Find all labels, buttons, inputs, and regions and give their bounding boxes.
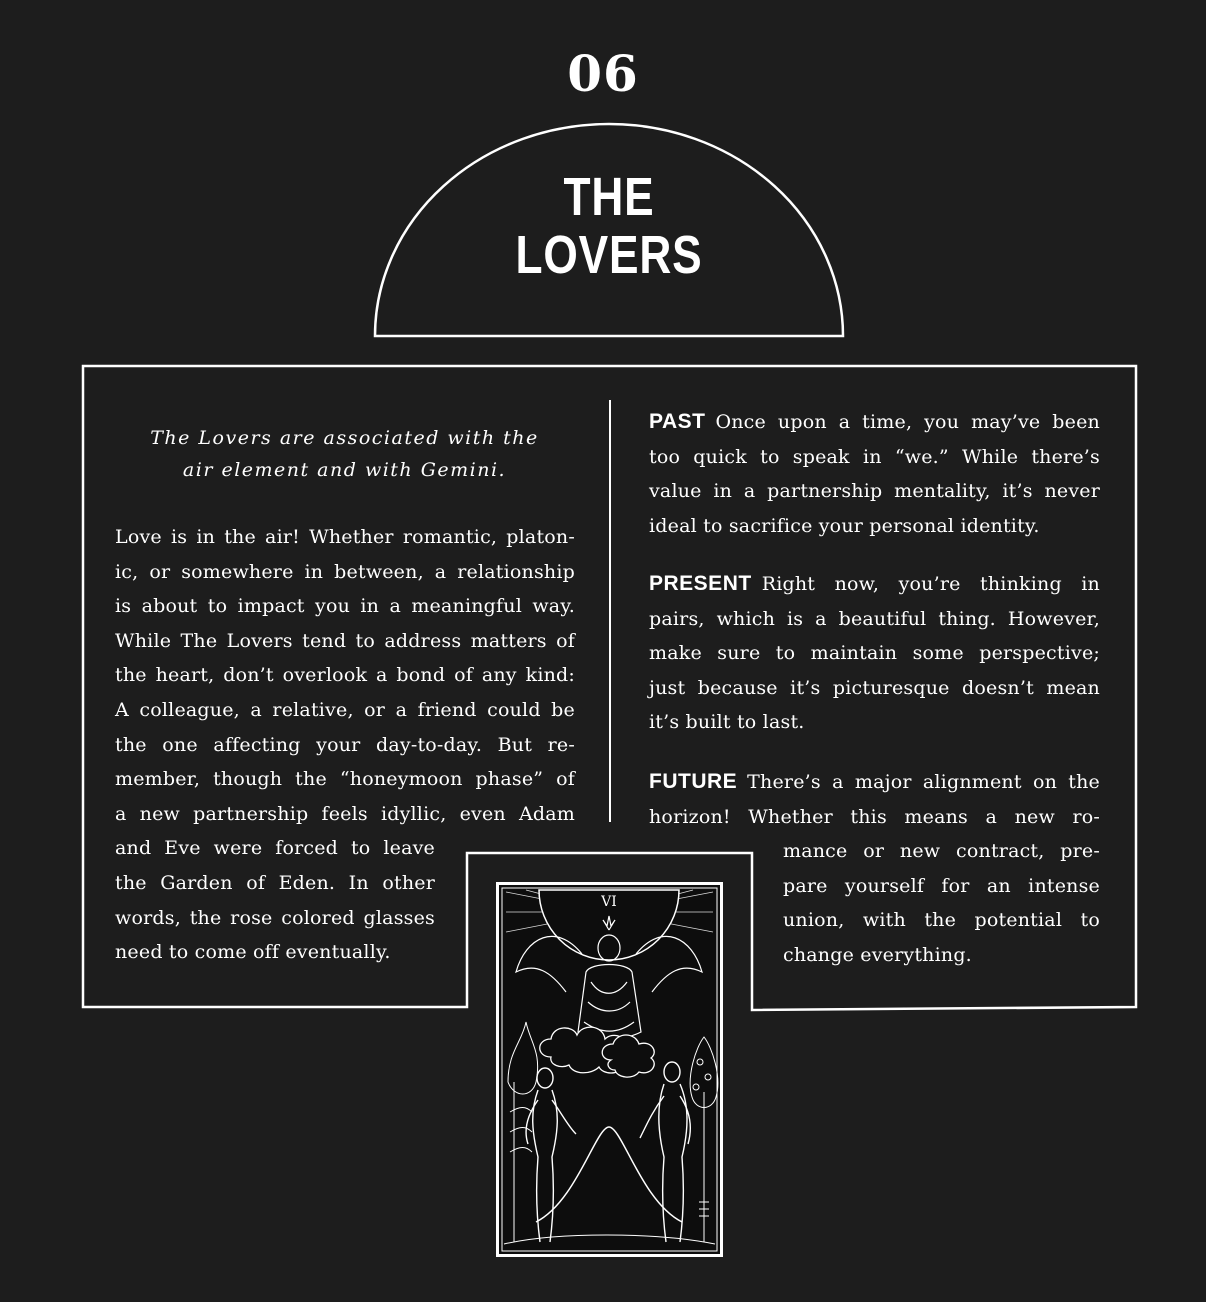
future-line: mance or new contract, pre- bbox=[783, 840, 1100, 863]
present-line: just because it’s picturesque doesn’t mean bbox=[649, 676, 1100, 699]
description-line: While The Lovers tend to address matters of bbox=[115, 629, 575, 652]
association-note bbox=[112, 422, 577, 486]
future-line: There’s a major alignment on the bbox=[747, 771, 1100, 793]
present-label: PRESENT bbox=[649, 572, 752, 595]
card-roman-numeral: VI bbox=[601, 894, 617, 910]
description-line: and Eve were forced to leave bbox=[115, 837, 435, 860]
future-line: horizon! Whether this means a new ro- bbox=[649, 805, 1100, 828]
past-line: Once upon a time, you may’ve been bbox=[715, 411, 1100, 433]
association-line-2: air element and with Gemini. bbox=[182, 459, 507, 481]
past-line: value in a partnership mentality, it’s never bbox=[649, 480, 1100, 503]
description-line: ic, or somewhere in between, a relationship bbox=[115, 560, 575, 583]
description-line: the heart, don’t overlook a bond of any kind: bbox=[115, 664, 575, 687]
lovers-tarot-card-illustration bbox=[496, 882, 723, 1257]
association-line-1: The Lovers are associated with the bbox=[150, 427, 539, 449]
card-number: 06 bbox=[567, 44, 639, 103]
description-line: the one affecting your day-to-day. But re- bbox=[115, 733, 575, 756]
card-title-line-2: LOVERS bbox=[515, 225, 703, 285]
past-label: PAST bbox=[649, 410, 706, 433]
present-line: it’s built to last. bbox=[649, 711, 805, 734]
past-line: ideal to sacrifice your personal identity. bbox=[649, 514, 1040, 537]
description-line: need to come off eventually. bbox=[115, 941, 391, 964]
description-line: a new partnership feels idyllic, even Adam bbox=[115, 802, 575, 825]
present-line: pairs, which is a beautiful thing. However, bbox=[649, 607, 1100, 630]
description-line: Love is in the air! Whether romantic, platon- bbox=[115, 526, 575, 548]
future-line: pare yourself for an intense bbox=[783, 874, 1100, 897]
past-line: too quick to speak in “we.” While there’s bbox=[649, 445, 1100, 468]
present-line: Right now, you’re thinking in bbox=[761, 573, 1100, 595]
present-section bbox=[649, 567, 1100, 740]
future-label: FUTURE bbox=[649, 770, 738, 793]
past-section bbox=[649, 405, 1100, 543]
present-line: make sure to maintain some perspective; bbox=[649, 642, 1100, 665]
card-title bbox=[417, 168, 801, 284]
description-line: A colleague, a relative, or a friend could be bbox=[115, 698, 575, 721]
future-line: union, with the potential to bbox=[783, 909, 1100, 932]
description-line: is about to impact you in a meaningful way. bbox=[115, 595, 575, 618]
description-line: words, the rose colored glasses bbox=[115, 906, 435, 929]
description-line: the Garden of Eden. In other bbox=[115, 871, 435, 894]
description-line: member, though the “honeymoon phase” of bbox=[115, 768, 575, 791]
future-line: change everything. bbox=[783, 943, 972, 966]
card-title-line-1: THE bbox=[563, 167, 655, 227]
column-divider bbox=[609, 400, 611, 822]
